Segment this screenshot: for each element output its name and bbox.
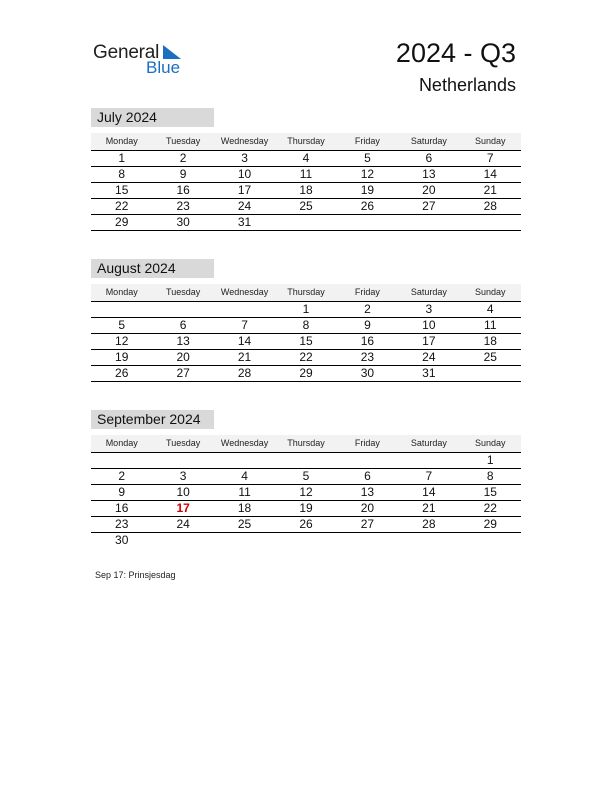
day-cell: 19 [115,350,129,364]
weekday-label: Monday [105,287,138,297]
week-row [91,167,521,183]
day-cell: 6 [364,469,371,483]
logo-blue-text: Blue [146,58,181,77]
month-july [91,108,521,231]
weekday-label: Saturday [410,438,447,448]
day-cell: 23 [360,350,375,364]
week-row [91,215,521,231]
weekday-label: Tuesday [166,438,201,448]
day-cell: 25 [237,517,252,531]
weekday-label: Monday [105,136,138,146]
day-cell: 10 [237,167,252,181]
day-cell: 26 [115,366,129,380]
day-cell: 22 [483,501,497,515]
day-cell: 15 [483,485,497,499]
day-cell [91,302,152,317]
day-cell: 23 [176,199,190,213]
holiday-day-cell: 17 [176,501,190,515]
week-row [91,517,521,533]
day-cell: 10 [176,485,190,499]
day-cell: 15 [299,334,313,348]
weekday-label: Monday [105,438,138,448]
day-cell [337,453,398,468]
generalblue-logo [93,42,203,78]
day-cell: 2 [118,469,126,483]
holiday-note: Sep 17: Prinsjesdag [95,570,176,580]
day-cell: 28 [237,366,252,380]
day-cell: 27 [422,199,436,213]
month-august [91,259,521,382]
day-cell: 14 [237,334,252,348]
day-cell [275,453,336,468]
day-cell: 4 [486,302,494,316]
day-cell: 29 [483,517,497,531]
day-cell: 24 [176,517,190,531]
day-cell: 22 [299,350,313,364]
day-cell: 24 [237,199,252,213]
day-cell: 7 [241,318,248,332]
weekday-label: Tuesday [166,287,201,297]
day-cell [398,215,459,230]
day-cell: 8 [302,318,310,332]
weekday-label: Tuesday [166,136,201,146]
day-cell: 27 [176,366,190,380]
day-cell: 2 [179,151,187,165]
day-cell: 31 [422,366,436,380]
day-cell: 6 [425,151,433,165]
day-cell: 14 [422,485,436,499]
day-cell: 17 [237,183,252,197]
week-row [91,183,521,199]
day-cell: 16 [360,334,375,348]
day-cell: 18 [483,334,497,348]
day-cell: 1 [118,151,126,165]
day-cell: 14 [483,167,497,181]
day-cell [275,215,336,230]
weekday-label: Friday [354,438,380,448]
weekday-label: Sunday [475,287,506,297]
day-cell: 23 [115,517,129,531]
week-row [91,366,521,382]
weekday-label: Saturday [410,136,447,146]
logo-general-text: General [93,42,160,63]
day-cell [398,453,459,468]
week-row [91,151,521,167]
day-cell: 3 [179,469,187,483]
day-cell: 11 [238,485,251,499]
day-cell: 18 [237,501,252,515]
day-cell: 4 [302,151,310,165]
holiday-notes [95,570,176,580]
day-cell: 20 [360,501,375,515]
day-cell: 22 [115,199,129,213]
day-cell: 9 [364,318,371,332]
day-cell: 19 [299,501,313,515]
weekday-label: Thursday [287,136,325,146]
weekday-label: Saturday [410,287,447,297]
day-cell: 2 [364,302,371,316]
day-cell: 17 [422,334,436,348]
day-cell: 27 [360,517,375,531]
day-cell: 11 [484,318,497,332]
day-cell: 8 [118,167,126,181]
day-cell: 20 [422,183,436,197]
week-row [91,469,521,485]
page-title: 2024 - Q3 [395,38,516,68]
day-cell [214,453,275,468]
day-cell: 6 [179,318,187,332]
weekday-label: Sunday [475,438,506,448]
day-cell: 15 [115,183,129,197]
day-cell [214,533,275,548]
day-cell: 25 [483,350,497,364]
weekday-label: Wednesday [220,438,269,448]
weekday-label: Sunday [475,136,506,146]
day-cell [398,533,459,548]
day-cell: 1 [302,302,310,316]
week-row [91,453,521,469]
weekday-label: Friday [354,287,380,297]
day-cell: 4 [241,469,248,483]
day-cell: 1 [486,453,494,467]
day-cell: 24 [422,350,436,364]
day-cell: 5 [302,469,310,483]
week-row [91,350,521,366]
day-cell: 7 [425,469,433,483]
day-cell [337,215,398,230]
weekday-label: Thursday [287,287,325,297]
day-cell: 25 [299,199,313,213]
country-name: Netherlands [418,75,516,95]
week-row [91,485,521,501]
day-cell [275,533,336,548]
day-cell: 9 [118,485,126,499]
day-cell: 28 [483,199,497,213]
day-cell: 20 [176,350,190,364]
day-cell [460,366,521,381]
day-cell [91,453,152,468]
day-cell: 3 [425,302,433,316]
day-cell [152,533,213,548]
day-cell: 16 [115,501,129,515]
day-cell: 9 [179,167,187,181]
week-row [91,501,521,517]
day-cell [214,302,275,317]
day-cell: 11 [299,167,313,181]
day-cell: 31 [237,215,252,229]
day-cell [460,533,521,548]
day-cell: 30 [360,366,375,380]
day-cell: 18 [299,183,313,197]
day-cell: 21 [483,183,497,197]
month-september [91,410,521,548]
day-cell: 12 [115,334,129,348]
day-cell: 7 [486,151,494,165]
weekday-label: Wednesday [220,287,269,297]
week-row [91,199,521,215]
weekday-header [91,284,521,302]
weekday-label: Friday [354,136,380,146]
day-cell: 13 [422,167,436,181]
day-cell [337,533,398,548]
weekday-header [91,435,521,453]
week-row [91,318,521,334]
day-cell: 19 [360,183,375,197]
day-cell: 26 [299,517,313,531]
day-cell: 13 [176,334,190,348]
day-cell: 30 [115,533,129,547]
week-row [91,302,521,318]
weekday-label: Thursday [287,438,325,448]
weekday-header [91,133,521,151]
day-cell: 10 [422,318,436,332]
month-title: July 2024 [91,108,214,127]
weekday-label: Wednesday [220,136,269,146]
day-cell: 30 [176,215,190,229]
month-title: August 2024 [91,259,214,278]
day-cell [460,215,521,230]
day-cell: 29 [115,215,129,229]
day-cell: 26 [360,199,375,213]
day-cell: 12 [299,485,313,499]
day-cell: 13 [360,485,375,499]
week-row [91,533,521,548]
day-cell: 5 [364,151,371,165]
day-cell: 5 [118,318,126,332]
month-title: September 2024 [91,410,214,429]
day-cell: 21 [422,501,436,515]
week-row [91,334,521,350]
day-cell: 8 [486,469,494,483]
day-cell: 12 [360,167,375,181]
day-cell [152,302,213,317]
day-cell: 21 [237,350,252,364]
day-cell: 28 [422,517,436,531]
day-cell: 16 [176,183,190,197]
day-cell [152,453,213,468]
day-cell: 3 [241,151,248,165]
day-cell: 29 [299,366,313,380]
